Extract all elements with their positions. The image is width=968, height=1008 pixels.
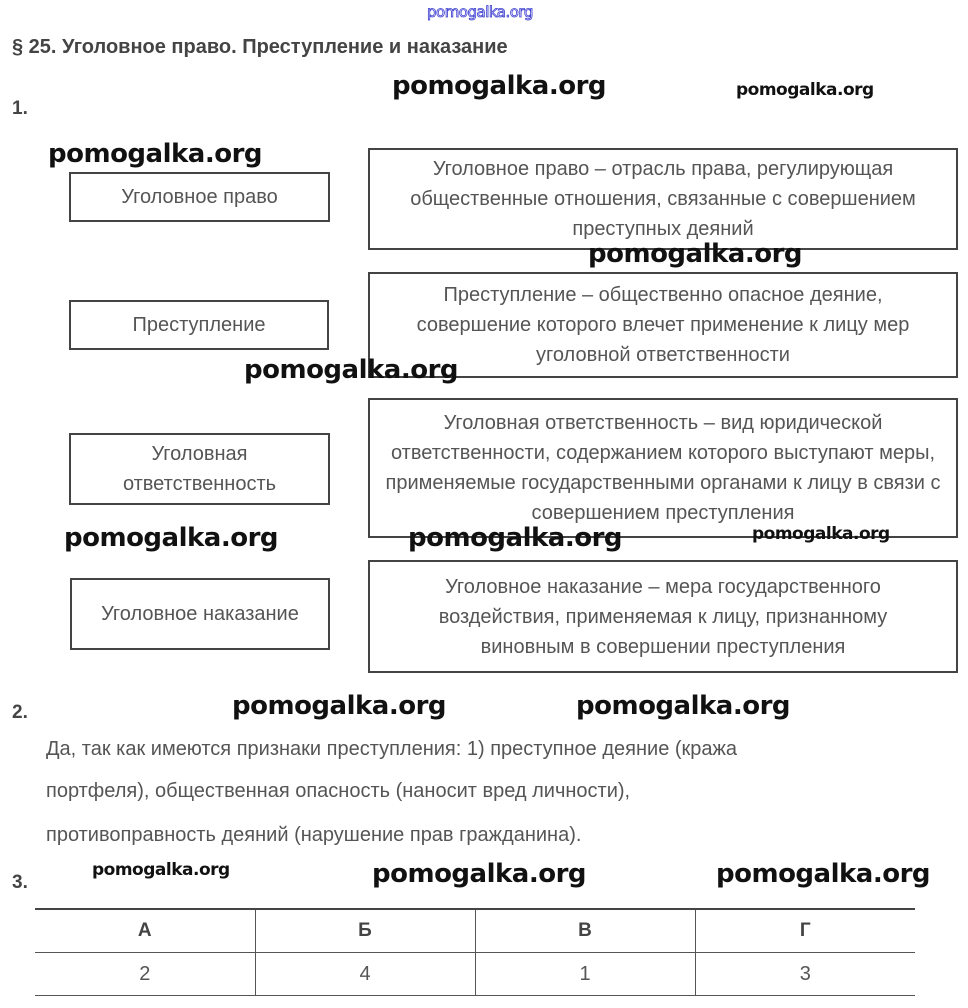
- definition-box-criminal-law: [368, 148, 958, 250]
- term-box-criminal-liability: [69, 433, 330, 505]
- definition-box-criminal-liability: [368, 398, 958, 538]
- watermark: pomogalka.org: [64, 523, 279, 553]
- table-cell: 3: [695, 953, 915, 996]
- definition-text: Уголовная ответственность – вид юридической ответственности, содержанием которого выступают меры, применяемые государственными органами к лицу в связи с совершением преступления: [385, 412, 941, 524]
- definition-text: Уголовное наказание – мера государственного воздействия, применяемая к лицу, признанному виновным в совершении преступления: [438, 575, 888, 658]
- table-cell: 1: [475, 953, 695, 996]
- task-2-number: 2.: [12, 702, 28, 723]
- term-label: Преступление: [132, 314, 266, 336]
- table-header: В: [475, 909, 695, 953]
- watermark: pomogalka.org: [716, 859, 931, 889]
- table-cell: 2: [35, 953, 255, 996]
- term-box-crime: [69, 300, 329, 350]
- watermark: pomogalka.org: [372, 859, 587, 889]
- page-title: § 25. Уголовное право. Преступление и наказание: [12, 36, 508, 58]
- watermark: pomogalka.org: [752, 524, 890, 544]
- watermark: pomogalka.org: [392, 71, 607, 101]
- watermark: pomogalka.org: [244, 355, 459, 385]
- term-box-criminal-punishment: [70, 578, 330, 650]
- watermark: pomogalka.org: [427, 3, 533, 21]
- watermark: pomogalka.org: [92, 860, 230, 880]
- table-header: А: [35, 909, 255, 953]
- watermark: pomogalka.org: [576, 691, 791, 721]
- answer-line: Да, так как имеются признаки преступления: 1) преступное деяние (кража: [46, 738, 738, 760]
- watermark: pomogalka.org: [588, 239, 803, 269]
- table-header: Г: [695, 909, 915, 953]
- watermark: pomogalka.org: [736, 80, 874, 100]
- table-row: [35, 953, 915, 996]
- definition-box-criminal-punishment: [368, 560, 958, 673]
- watermark: pomogalka.org: [232, 691, 447, 721]
- task-1-number: 1.: [12, 98, 28, 119]
- table-header: Б: [255, 909, 475, 953]
- answer-line: противоправность деяний (нарушение прав гражданина).: [46, 824, 582, 846]
- definition-text: Уголовное право – отрасль права, регулирующая общественные отношения, связанные с совершением преступных деяний: [410, 158, 916, 240]
- task-3-number: 3.: [12, 872, 28, 893]
- watermark: pomogalka.org: [408, 523, 623, 553]
- watermark: pomogalka.org: [48, 139, 263, 169]
- term-box-criminal-law: [69, 172, 330, 222]
- table-cell: 4: [255, 953, 475, 996]
- answer-line: портфеля), общественная опасность (наносит вред личности),: [46, 780, 631, 802]
- term-label: Уголовная ответственность: [122, 443, 277, 495]
- term-label: Уголовное право: [121, 186, 278, 208]
- table-header-row: [35, 909, 915, 953]
- definition-text: Преступление – общественно опасное деяние, совершение которого влечет применение к лицу мер уголовной ответственности: [416, 284, 910, 366]
- term-label: Уголовное наказание: [101, 603, 299, 625]
- answer-table: [35, 908, 915, 996]
